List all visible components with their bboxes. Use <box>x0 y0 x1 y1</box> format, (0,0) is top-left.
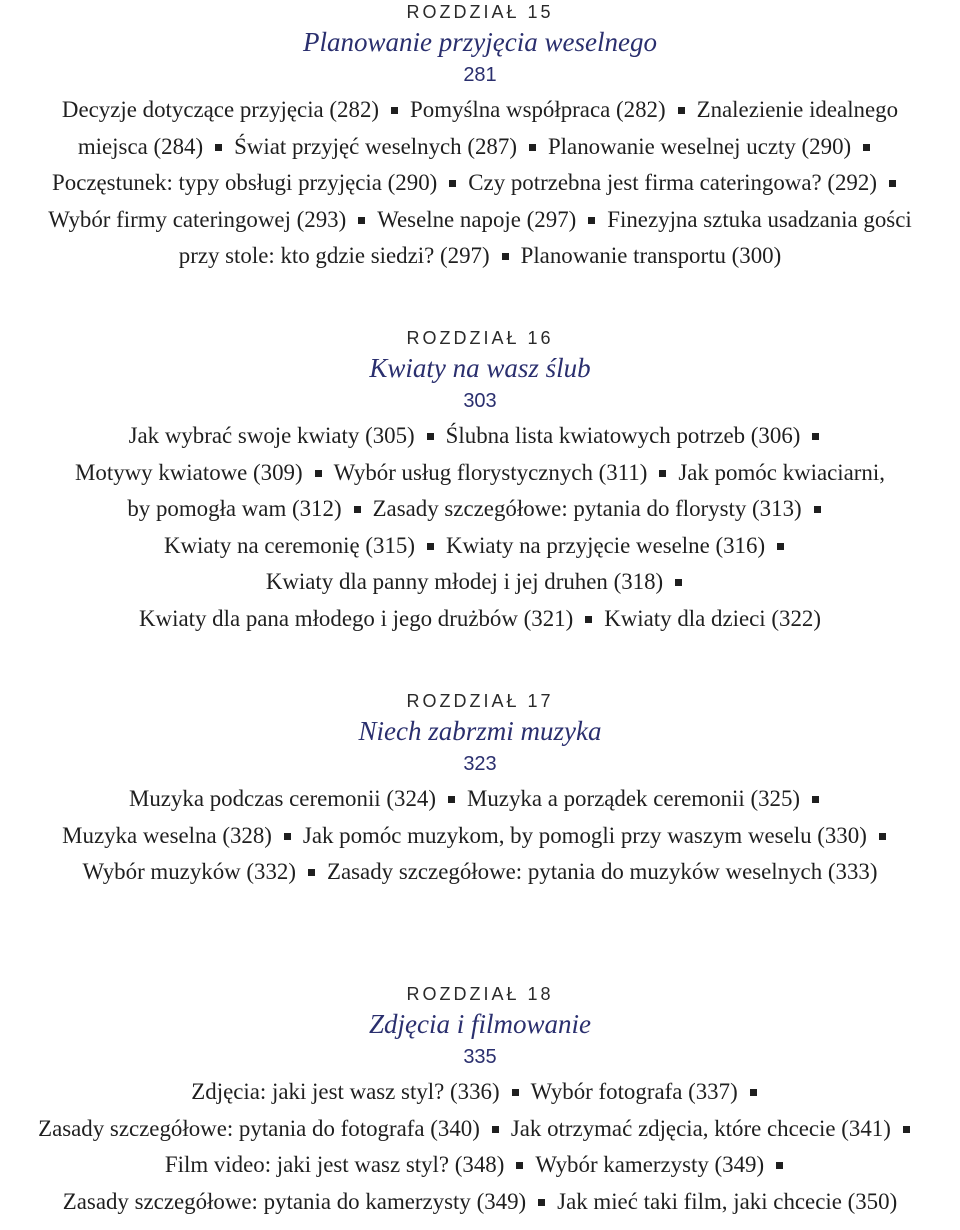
square-bullet-icon <box>529 144 536 151</box>
toc-entry: Wybór usług florystycznych (311) <box>333 459 648 485</box>
chapter-entries <box>0 92 960 275</box>
square-bullet-icon <box>814 506 821 513</box>
toc-line <box>0 455 960 492</box>
toc-entry: Planowanie weselnej uczty (290) <box>547 133 852 159</box>
toc-entry: Muzyka podczas ceremonii (324) <box>128 786 436 811</box>
chapter-title: Zdjęcia i filmowanie <box>369 1009 591 1039</box>
toc-entry: Kwiaty dla pana młodego i jego drużbów (321) <box>139 605 574 631</box>
toc-entry: Wybór fotografa (337) <box>530 1079 738 1104</box>
square-bullet-icon <box>215 144 222 151</box>
toc-line <box>0 818 960 855</box>
chapter-title: Planowanie przyjęcia weselnego <box>303 27 657 57</box>
toc-entry: Zdjęcia: jaki jest wasz styl? (336) <box>191 1079 500 1104</box>
square-bullet-icon <box>903 1126 910 1133</box>
chapter-page-number: 335 <box>463 1046 497 1068</box>
square-bullet-icon <box>512 1089 519 1096</box>
toc-entry: Zasady szczegółowe: pytania do muzyków weselnych (333) <box>327 859 878 884</box>
square-bullet-icon <box>284 833 291 840</box>
chapter-entries <box>0 1074 960 1220</box>
toc-line <box>0 781 960 818</box>
chapter-page-number: 281 <box>463 64 497 86</box>
toc-line <box>0 854 960 891</box>
chapter-label: ROZDZIAŁ 16 <box>406 328 554 348</box>
square-bullet-icon <box>315 470 322 477</box>
toc-entry: Wybór kamerzysty (349) <box>535 1152 765 1177</box>
toc-entry: Jak otrzymać zdjęcia, które chcecie (341) <box>510 1115 891 1141</box>
toc-line <box>0 1147 960 1184</box>
toc-line <box>0 601 960 638</box>
toc-entry: Muzyka weselna (328) <box>62 822 272 848</box>
square-bullet-icon <box>750 1089 757 1096</box>
toc-entry: Pomyślna współpraca (282) <box>410 97 666 122</box>
toc-line <box>0 1184 960 1221</box>
toc-entry: Czy potrzebna jest firma cateringowa? (292) <box>468 170 877 195</box>
toc-entry: Planowanie transportu (300) <box>520 243 782 268</box>
toc-entry: Jak pomóc muzykom, by pomogli przy waszym weselu (330) <box>302 822 867 848</box>
toc-entry: Decyzje dotyczące przyjęcia (282) <box>61 97 380 122</box>
toc-entry: Kwiaty na ceremonię (315) <box>163 532 415 558</box>
chapter-entries <box>0 781 960 891</box>
toc-entry: Zasady szczegółowe: pytania do florysty (313) <box>372 496 802 521</box>
toc-entry: Znalezienie idealnego <box>696 97 899 122</box>
toc-entry: miejsca (284) <box>77 133 204 159</box>
chapter-page-number: 323 <box>463 753 497 775</box>
toc-line <box>0 418 960 455</box>
square-bullet-icon <box>427 543 434 550</box>
toc-entry: Ślubna lista kwiatowych potrzeb (306) <box>445 423 801 448</box>
square-bullet-icon <box>516 1162 523 1169</box>
toc-entry: Jak wybrać swoje kwiaty (305) <box>128 423 415 448</box>
square-bullet-icon <box>812 796 819 803</box>
toc-entry: Kwiaty dla dzieci (322) <box>604 605 821 631</box>
toc-entry: przy stole: kto gdzie siedzi? (297) <box>178 243 490 268</box>
square-bullet-icon <box>588 217 595 224</box>
toc-entry: Wybór muzyków (332) <box>82 859 296 884</box>
chapter-page-number: 303 <box>463 390 497 412</box>
toc-entry: Świat przyjęć weselnych (287) <box>234 133 517 159</box>
toc-line <box>0 1074 960 1111</box>
toc-entry: Finezyjna sztuka usadzania gości <box>607 206 912 232</box>
square-bullet-icon <box>538 1199 545 1206</box>
toc-line <box>0 165 960 202</box>
square-bullet-icon <box>427 433 434 440</box>
square-bullet-icon <box>354 506 361 513</box>
square-bullet-icon <box>678 107 685 114</box>
chapter-17 <box>0 689 960 891</box>
toc-entry: Jak pomóc kwiaciarni, <box>678 459 885 485</box>
chapter-label: ROZDZIAŁ 15 <box>406 2 554 22</box>
square-bullet-icon <box>812 433 819 440</box>
toc-entry: Poczęstunek: typy obsługi przyjęcia (290) <box>52 170 438 195</box>
chapter-entries <box>0 418 960 637</box>
toc-line <box>0 238 960 275</box>
toc-entry: Film video: jaki jest wasz styl? (348) <box>164 1152 505 1177</box>
square-bullet-icon <box>659 470 666 477</box>
square-bullet-icon <box>492 1126 499 1133</box>
toc-entry: Jak mieć taki film, jaki chcecie (350) <box>557 1188 898 1214</box>
toc-entry: Kwiaty na przyjęcie weselne (316) <box>446 532 766 558</box>
toc-entry: Muzyka a porządek ceremonii (325) <box>466 786 801 811</box>
square-bullet-icon <box>585 616 592 623</box>
square-bullet-icon <box>448 796 455 803</box>
toc-entry: Wybór firmy cateringowej (293) <box>48 206 347 232</box>
square-bullet-icon <box>863 144 870 151</box>
toc-line <box>0 564 960 601</box>
toc-line <box>0 491 960 528</box>
square-bullet-icon <box>776 1162 783 1169</box>
square-bullet-icon <box>879 833 886 840</box>
toc-entry: Kwiaty dla panny młodej i jej druhen (318) <box>265 569 664 594</box>
toc-entry: Zasady szczegółowe: pytania do fotografa (340) <box>38 1115 480 1141</box>
square-bullet-icon <box>777 543 784 550</box>
toc-line <box>0 129 960 166</box>
chapter-16 <box>0 326 960 637</box>
toc-line <box>0 1111 960 1148</box>
toc-entry: Zasady szczegółowe: pytania do kamerzysty (349) <box>62 1188 527 1214</box>
chapter-label: ROZDZIAŁ 17 <box>406 691 554 711</box>
square-bullet-icon <box>391 107 398 114</box>
toc-entry: Weselne napoje (297) <box>377 206 577 232</box>
chapter-title: Kwiaty na wasz ślub <box>369 353 591 383</box>
chapter-15 <box>0 0 960 275</box>
chapter-18 <box>0 982 960 1220</box>
toc-entry: Motywy kwiatowe (309) <box>75 459 303 485</box>
chapter-title: Niech zabrzmi muzyka <box>358 716 602 746</box>
square-bullet-icon <box>889 180 896 187</box>
square-bullet-icon <box>675 579 682 586</box>
square-bullet-icon <box>449 180 456 187</box>
toc-line <box>0 202 960 239</box>
toc-entry: by pomogła wam (312) <box>127 496 342 521</box>
chapter-label: ROZDZIAŁ 18 <box>406 984 554 1004</box>
square-bullet-icon <box>502 253 509 260</box>
toc-line <box>0 528 960 565</box>
square-bullet-icon <box>358 217 365 224</box>
square-bullet-icon <box>308 869 315 876</box>
toc-line <box>0 92 960 129</box>
